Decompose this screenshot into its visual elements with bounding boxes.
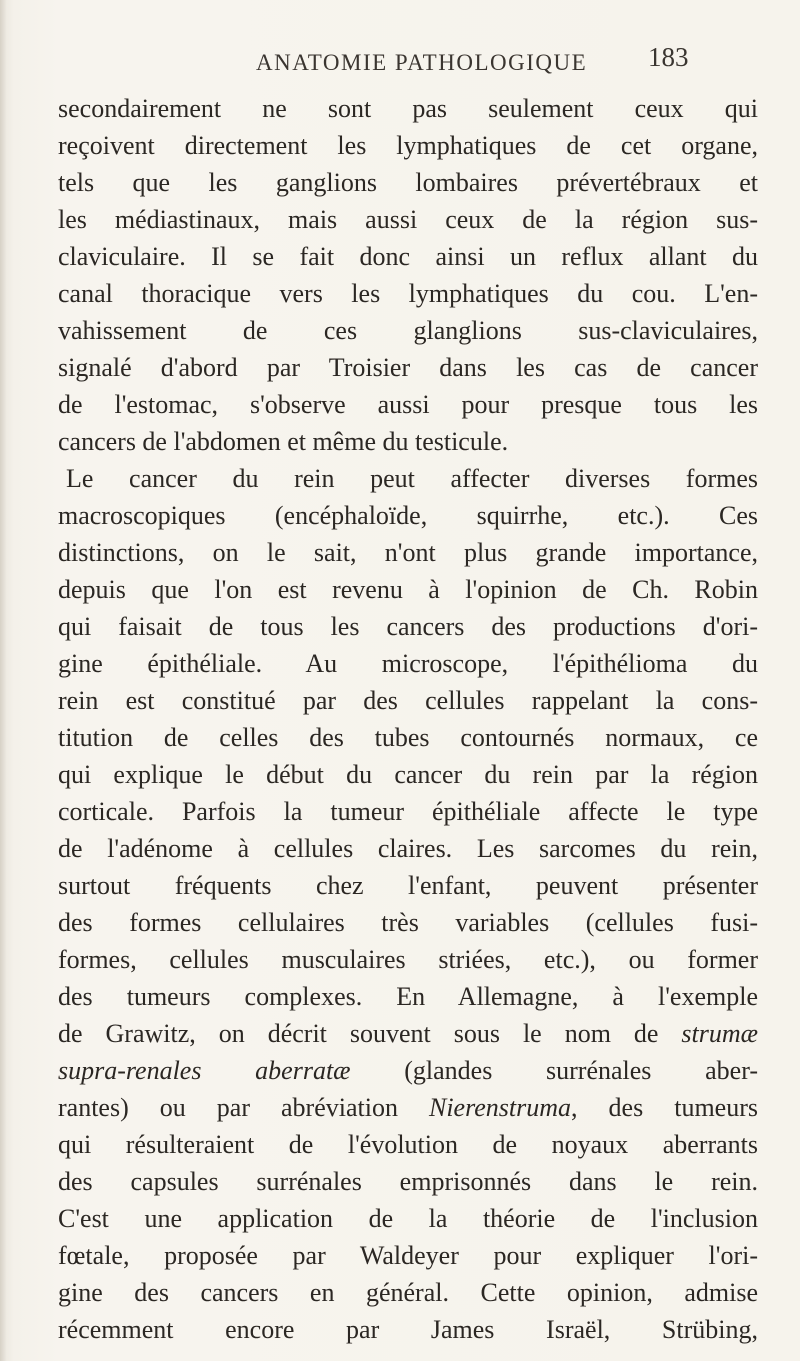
text-line — [58, 1015, 758, 1052]
text-line: des capsules surrénales emprisonnés dans le rein. — [58, 1167, 758, 1196]
text-line: C'est une application de la théorie de l'inclusion — [58, 1204, 758, 1233]
text-line: macroscopiques (encéphaloïde, squirrhe, etc.). Ces — [58, 501, 758, 530]
text-line: des formes cellulaires très variables (cellules fusi- — [58, 908, 758, 937]
text-line: de l'adénome à cellules claires. Les sarcomes du rein, — [58, 834, 758, 863]
text-line: récemment encore par James Israël, Strübing, — [58, 1315, 758, 1344]
running-title: ANATOMIE PATHOLOGIQUE — [256, 50, 588, 75]
text-line: distinctions, on le sait, n'ont plus grande importance, — [58, 538, 758, 567]
text-line: fœtale, proposée par Waldeyer pour expliquer l'ori- — [58, 1241, 758, 1270]
text-line: les médiastinaux, mais aussi ceux de la région sus- — [58, 205, 758, 234]
text-line: surtout fréquents chez l'enfant, peuvent présenter — [58, 871, 758, 900]
text-line: secondairement ne sont pas seulement ceux qui — [58, 94, 758, 123]
text-run: , des tumeurs — [571, 1093, 758, 1122]
italic-term: Nierenstruma — [428, 1093, 572, 1122]
text-line: reçoivent directement les lymphatiques de cet organe, — [58, 131, 758, 160]
body-text — [58, 90, 758, 1348]
text-line: signalé d'abord par Troisier dans les cas de cancer — [58, 353, 758, 382]
text-line: gine des cancers en général. Cette opinion, admise — [58, 1278, 758, 1307]
text-line: titution de celles des tubes contournés normaux, ce — [58, 723, 758, 752]
text-line — [58, 1052, 758, 1089]
text-line: corticale. Parfois la tumeur épithéliale affecte le type — [58, 797, 758, 826]
page-number: 183 — [648, 42, 689, 72]
italic-term: supra-renales aberratæ — [58, 1056, 351, 1085]
text-line: gine épithéliale. Au microscope, l'épithélioma du — [58, 649, 758, 678]
text-line: des tumeurs complexes. En Allemagne, à l'exemple — [58, 982, 758, 1011]
text-line — [58, 1089, 758, 1126]
text-run: de Grawitz, on décrit souvent sous le nom de — [58, 1019, 682, 1048]
text-run: rantes) ou par abréviation — [58, 1093, 429, 1122]
italic-term: strumæ — [681, 1019, 758, 1048]
text-line: rein est constitué par des cellules rappelant la cons- — [58, 686, 758, 715]
text-run: (glandes surrénales aber- — [350, 1056, 759, 1085]
text-line: de l'estomac, s'observe aussi pour presque tous les — [58, 390, 758, 419]
text-line: vahissement de ces glanglions sus-claviculaires, — [58, 316, 758, 345]
text-line: depuis que l'on est revenu à l'opinion de Ch. Robin — [58, 575, 758, 604]
text-line: qui faisait de tous les cancers des productions d'ori- — [58, 612, 758, 641]
text-line: cancers de l'abdomen et même du testicule. — [58, 427, 509, 456]
paragraph-start-line: Le cancer du rein peut affecter diverses formes — [66, 464, 758, 493]
text-line: qui résulteraient de l'évolution de noyaux aberrants — [58, 1130, 758, 1159]
text-line: qui explique le début du cancer du rein par la région — [58, 760, 758, 789]
text-line: tels que les ganglions lombaires prévertébraux et — [58, 168, 758, 197]
text-line: formes, cellules musculaires striées, etc.), ou former — [58, 945, 758, 974]
text-line: claviculaire. Il se fait donc ainsi un reflux allant du — [58, 242, 758, 271]
text-line: canal thoracique vers les lymphatiques du cou. L'en- — [58, 279, 758, 308]
page-binding-edge — [0, 0, 6, 1361]
